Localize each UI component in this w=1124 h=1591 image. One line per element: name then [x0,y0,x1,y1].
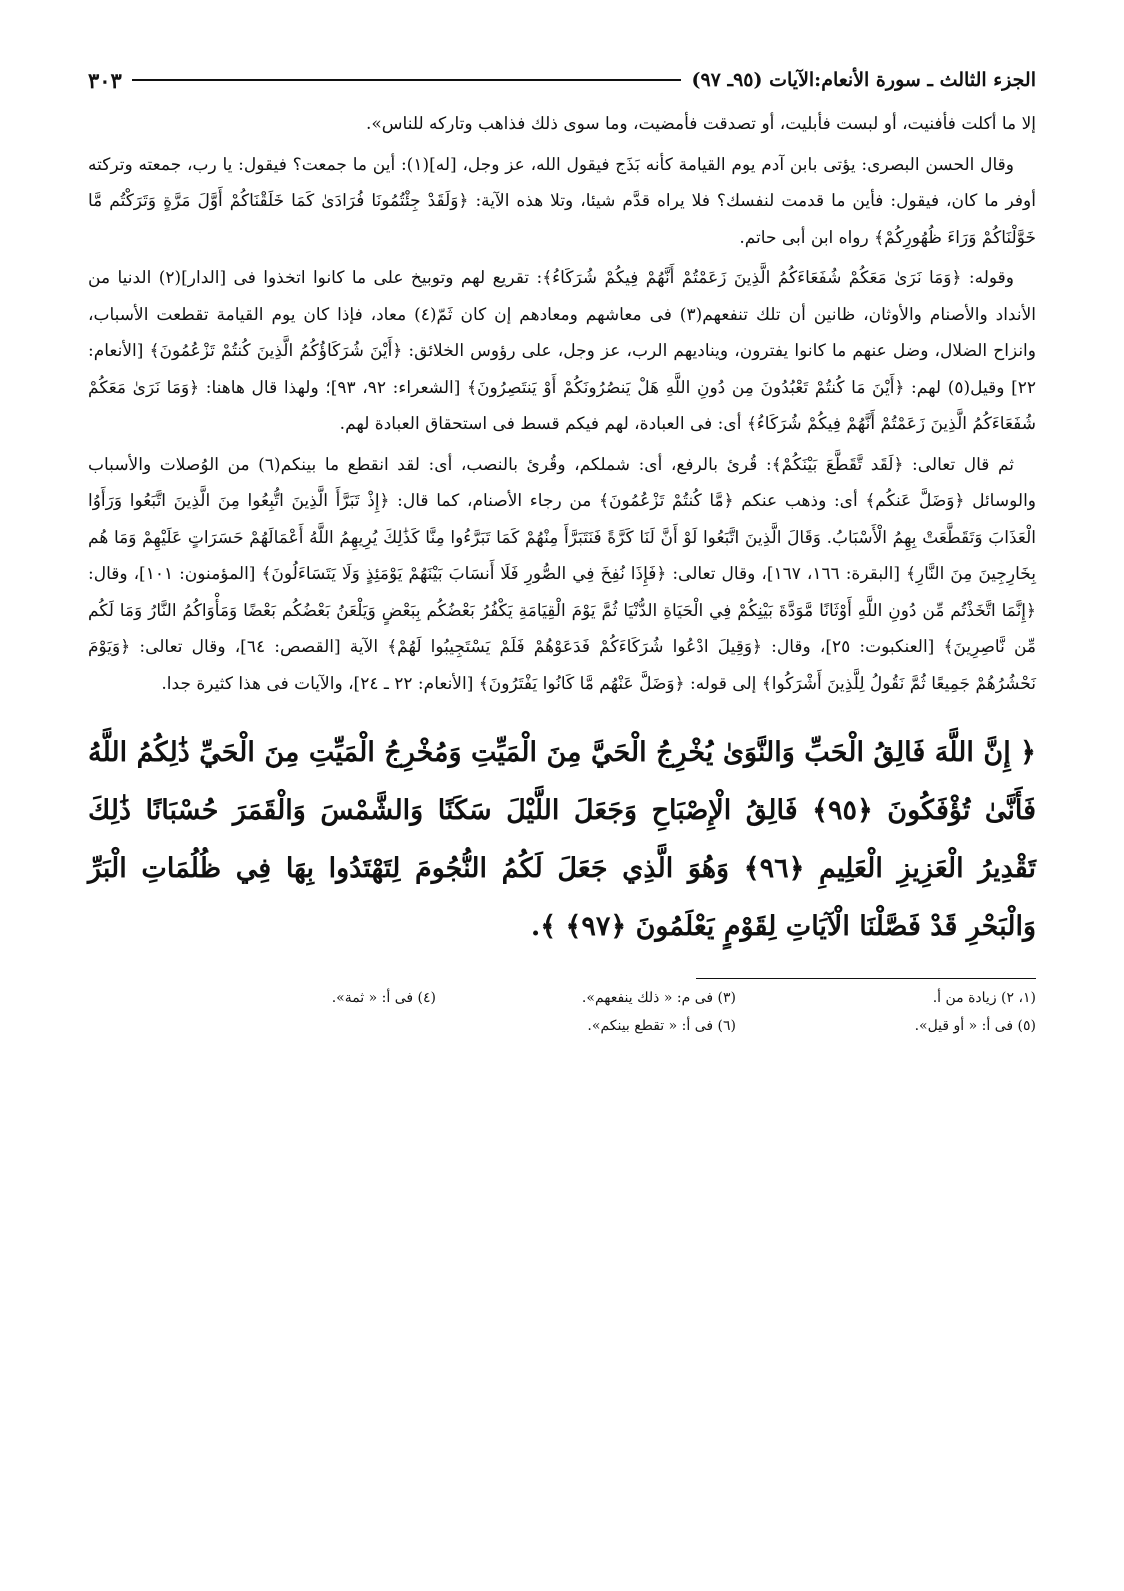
quran-verse-block: ﴿ إِنَّ اللَّهَ فَالِقُ الْحَبِّ وَالنَّوَىٰ يُخْرِجُ الْحَيَّ مِنَ الْمَيِّتِ وَمُخْرِجُ الْمَيِّتِ مِنَ الْحَيِّ ذَٰلِكُمُ اللَّهُ فَأَنَّىٰ تُؤْفَكُونَ ﴿٩٥﴾ فَالِقُ الْإِصْبَاحِ وَجَعَلَ اللَّيْلَ سَكَنًا وَالشَّمْسَ وَالْقَمَرَ حُسْبَانًا ذَٰلِكَ تَقْدِيرُ الْعَزِيزِ الْعَلِيمِ ﴿٩٦﴾ وَهُوَ الَّذِي جَعَلَ لَكُمُ النُّجُومَ لِتَهْتَدُوا بِهَا فِي ظُلُمَاتِ الْبَرِّ وَالْبَحْرِ قَدْ فَصَّلْنَا الْآيَاتِ لِقَوْمٍ يَعْلَمُونَ ﴿٩٧﴾ ﴾. [88,737,1036,942]
book-page [88,60,1036,1560]
paragraph-3: وقوله: ﴿وَمَا نَرَىٰ مَعَكُمْ شُفَعَاءَكُمُ الَّذِينَ زَعَمْتُمْ أَنَّهُمْ فِيكُمْ شُرَكَاءُ﴾: تقريع لهم وتوبيخ على ما كانوا اتخذوا فى [الدار](٢) الدنيا من الأنداد والأصنام والأوثان، ظانين أن تلك تنفعهم(٣) فى معاشهم ومعادهم إن كان ثَمّ(٤) معاد، فإذا كان يوم القيامة تقطعت الأسباب، وانزاح الضلال، وضل عنهم ما كانوا يفترون، ويناديهم الرب، عز وجل، على رؤوس الخلائق: ﴿أَيْنَ شُرَكَاؤُكُمُ الَّذِينَ كُنتُمْ تَزْعُمُونَ﴾ [الأنعام: ٢٢] وقيل(٥) لهم: ﴿أَيْنَ مَا كُنتُمْ تَعْبُدُونَ مِن دُونِ اللَّهِ هَلْ يَنصُرُونَكُمْ أَوْ يَنتَصِرُونَ﴾ [الشعراء: ٩٢، ٩٣]؛ ولهذا قال هاهنا: ﴿وَمَا نَرَىٰ مَعَكُمْ شُفَعَاءَكُمُ الَّذِينَ زَعَمْتُمْ أَنَّهُمْ فِيكُمْ شُرَكَاءُ﴾ أى: فى العبادة، لهم فيكم قسط فى استحقاق العبادة لهم. [88,268,1036,434]
running-header [88,60,1036,100]
page-number: ٣٠٣ [88,67,122,93]
paragraph-1: إلا ما أكلت فأفنيت، أو لبست فأبليت، أو تصدقت فأمضيت، وما سوى ذلك فذاهب وتاركه للناس». [365,114,1036,134]
paragraph-2: وقال الحسن البصرى: يؤتى بابن آدم يوم القيامة كأنه بَذَج فيقول الله، عز وجل، [له](١): أين ما جمعت؟ فيقول: يا رب، جمعته وتركته أوفر ما كان، فيقول: فأين ما قدمت لنفسك؟ فلا يراه قدَّم شيئا، وتلا هذه الآية: ﴿وَلَقَدْ جِئْتُمُونَا فُرَادَىٰ كَمَا خَلَقْنَاكُمْ أَوَّلَ مَرَّةٍ وَتَرَكْتُم مَّا خَوَّلْنَاكُمْ وَرَاءَ ظُهُورِكُمْ﴾ رواه ابن أبى حاتم. [88,154,1036,248]
paragraph-4: ثم قال تعالى: ﴿لَقَد تَّقَطَّعَ بَيْنَكُمْ﴾: قُرئ بالرفع، أى: شملكم، وقُرئ بالنصب، أى: لقد انقطع ما بينكم(٦) من الوُصلات والأسباب والوسائل ﴿وَضَلَّ عَنكُم﴾ أى: وذهب عنكم ﴿مَّا كُنتُمْ تَزْعُمُونَ﴾ من رجاء الأصنام، كما قال: ﴿إِذْ تَبَرَّأَ الَّذِينَ اتُّبِعُوا مِنَ الَّذِينَ اتَّبَعُوا وَرَأَوُا الْعَذَابَ وَتَقَطَّعَتْ بِهِمُ الْأَسْبَابُ. وَقَالَ الَّذِينَ اتَّبَعُوا لَوْ أَنَّ لَنَا كَرَّةً فَنَتَبَرَّأَ مِنْهُمْ كَمَا تَبَرَّءُوا مِنَّا كَذَٰلِكَ يُرِيهِمُ اللَّهُ أَعْمَالَهُمْ حَسَرَاتٍ عَلَيْهِمْ وَمَا هُم بِخَارِجِينَ مِنَ النَّارِ﴾ [البقرة: ١٦٦، ١٦٧]، وقال تعالى: ﴿فَإِذَا نُفِخَ فِي الصُّورِ فَلَا أَنسَابَ بَيْنَهُمْ يَوْمَئِذٍ وَلَا يَتَسَاءَلُونَ﴾ [المؤمنون: ١٠١]، وقال: ﴿إِنَّمَا اتَّخَذْتُم مِّن دُونِ اللَّهِ أَوْثَانًا مَّوَدَّةَ بَيْنِكُمْ فِي الْحَيَاةِ الدُّنْيَا ثُمَّ يَوْمَ الْقِيَامَةِ يَكْفُرُ بَعْضُكُم بِبَعْضٍ وَيَلْعَنُ بَعْضُكُم بَعْضًا وَمَأْوَاكُمُ النَّارُ وَمَا لَكُم مِّن نَّاصِرِينَ﴾ [العنكبوت: ٢٥]، وقال: ﴿وَقِيلَ ادْعُوا شُرَكَاءَكُمْ فَدَعَوْهُمْ فَلَمْ يَسْتَجِيبُوا لَهُمْ﴾ الآية [القصص: ٦٤]، وقال تعالى: ﴿وَيَوْمَ نَحْشُرُهُمْ جَمِيعًا ثُمَّ نَقُولُ لِلَّذِينَ أَشْرَكُوا﴾ إلى قوله: ﴿وَضَلَّ عَنْهُم مَّا كَانُوا يَفْتَرُونَ﴾ [الأنعام: ٢٢ ـ ٢٤]، والآيات فى هذا كثيرة جدا. [88,454,1037,694]
footnote: (٥) فى أ: « أو قيل». [914,1018,1036,1034]
footnote: (١، ٢) زيادة من أ. [932,990,1036,1006]
running-title: الجزء الثالث ـ سورة الأنعام:الآيات (٩٥ـ ٩٧) [691,69,1036,91]
footnote: (٣) فى م: « ذلك ينفعهم». [581,990,736,1006]
footnote-separator [696,978,1036,979]
footnote: (٤) فى أ: « ثمة». [331,990,436,1006]
footnote: (٦) فى أ: « تقطع بينكم». [587,1018,736,1034]
footnotes [88,987,1036,1037]
header-rule [132,79,682,81]
